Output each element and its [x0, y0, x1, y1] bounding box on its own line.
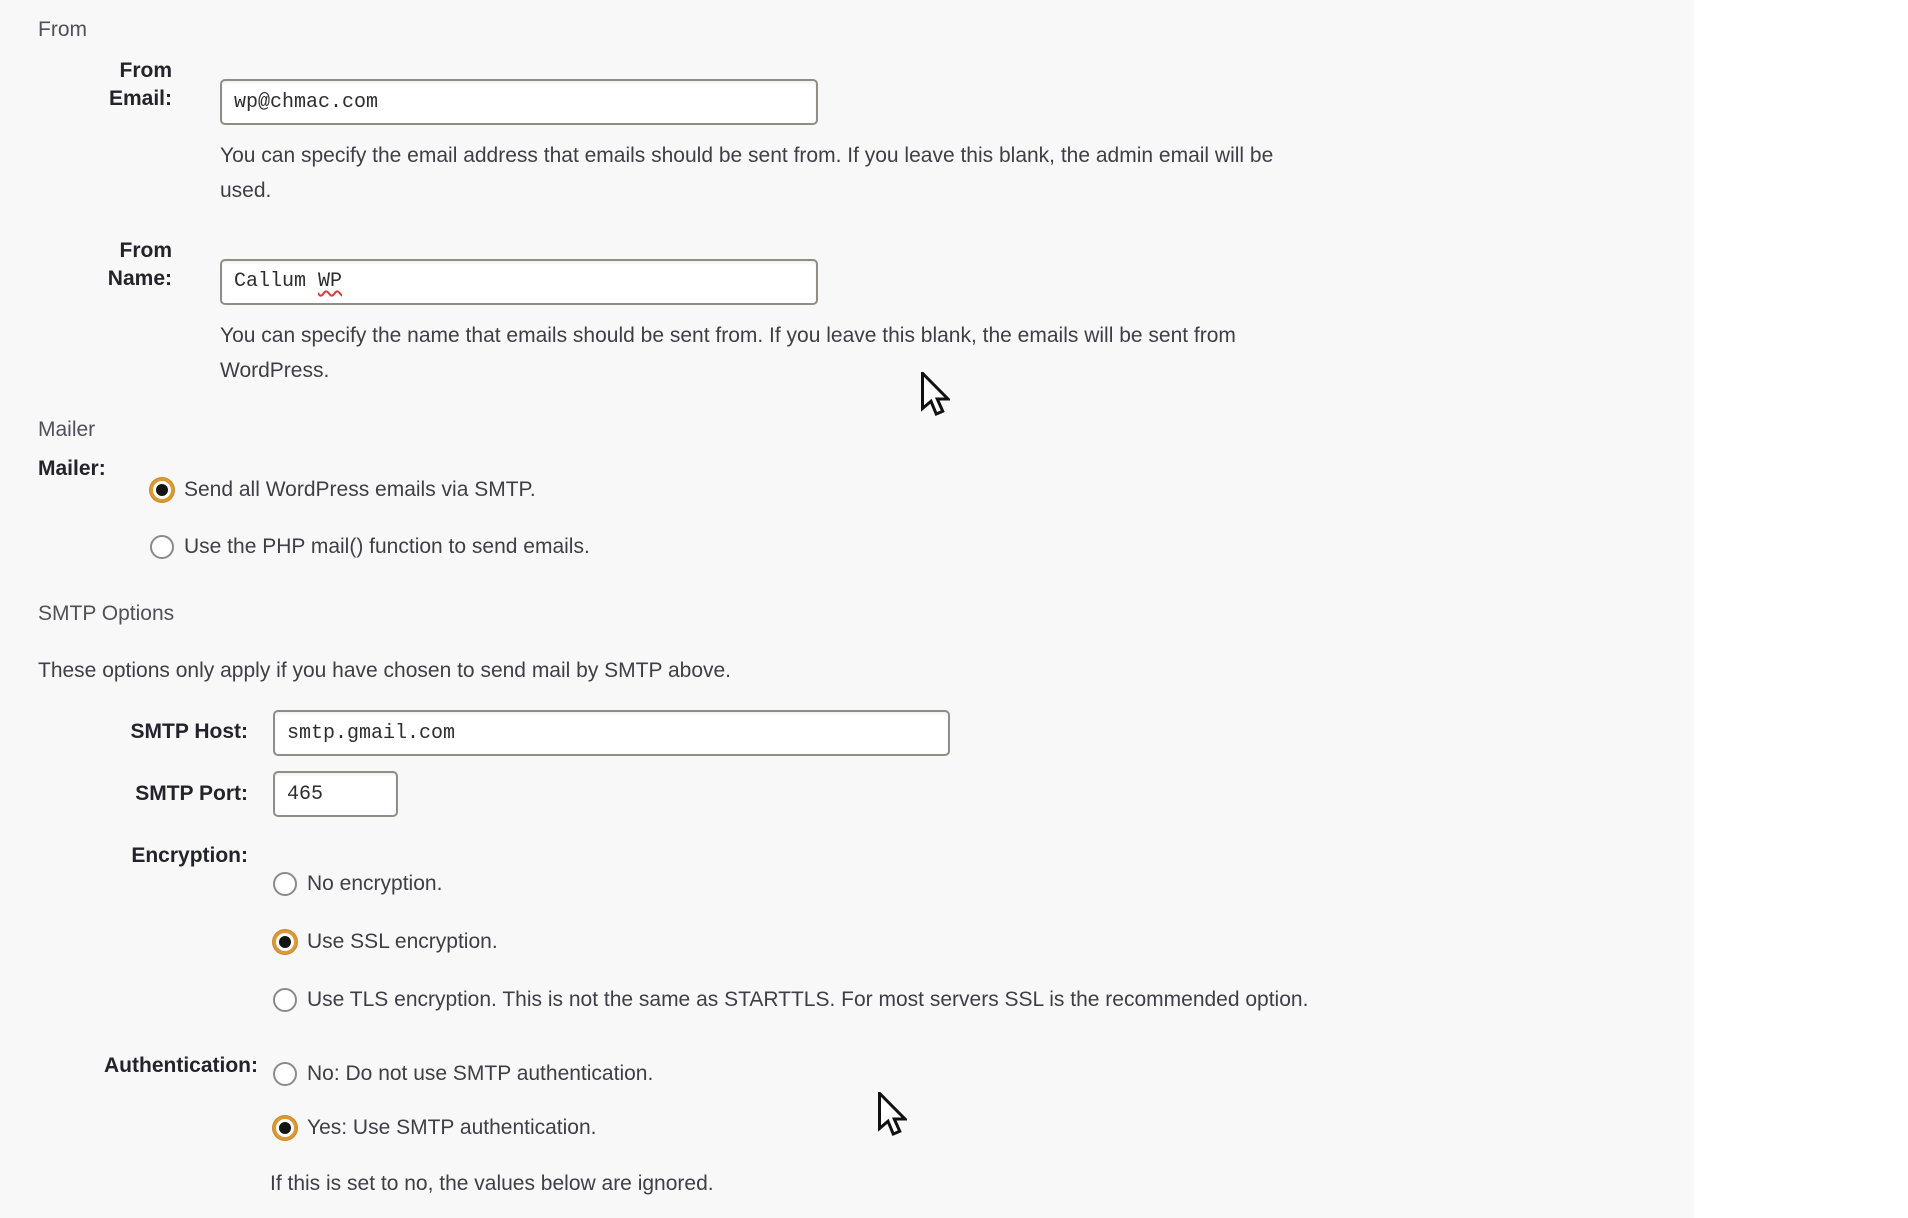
smtp-host-label: SMTP Host:: [130, 720, 248, 743]
from-email-label-line2: Email:: [108, 87, 172, 110]
encryption-option-none[interactable]: [273, 872, 442, 896]
authentication-note: If this is set to no, the values below are ignored.: [270, 1172, 714, 1195]
encryption-option-ssl[interactable]: [273, 930, 498, 954]
authentication-yes-radio[interactable]: [273, 1116, 297, 1140]
from-name-value-flagged: WP: [318, 270, 343, 293]
from-name-description-line1: You can specify the name that emails should be sent from. If you leave this blank, the emails will be sent from: [220, 324, 1236, 347]
mailer-smtp-radio-label[interactable]: Send all WordPress emails via SMTP.: [184, 478, 536, 501]
encryption-ssl-radio-label[interactable]: Use SSL encryption.: [307, 930, 498, 953]
encryption-none-radio[interactable]: [273, 872, 297, 896]
mouse-cursor-icon-2: [877, 1092, 907, 1137]
authentication-no-radio[interactable]: [273, 1062, 297, 1086]
section-header-from: From: [38, 18, 87, 41]
mailer-phpmail-radio[interactable]: [150, 535, 174, 559]
encryption-ssl-radio[interactable]: [273, 930, 297, 954]
from-email-description-line2: used.: [220, 179, 272, 202]
from-name-label-line2: Name:: [107, 267, 172, 290]
from-email-input[interactable]: [220, 79, 818, 125]
smtp-options-note: These options only apply if you have chosen to send mail by SMTP above.: [38, 659, 732, 682]
from-name-description: [220, 318, 1690, 388]
from-name-label: [40, 237, 172, 293]
smtp-port-label: SMTP Port:: [135, 782, 248, 805]
authentication-option-yes[interactable]: [273, 1116, 597, 1140]
from-email-description: [220, 138, 1690, 208]
authentication-label: Authentication:: [104, 1054, 258, 1077]
authentication-no-radio-label[interactable]: No: Do not use SMTP authentication.: [307, 1062, 654, 1085]
encryption-none-radio-label[interactable]: No encryption.: [307, 872, 443, 895]
section-header-mailer: Mailer: [38, 418, 96, 441]
mailer-option-phpmail[interactable]: [150, 535, 590, 559]
from-name-description-line2: WordPress.: [220, 359, 330, 382]
from-email-label: [40, 57, 172, 113]
smtp-port-input[interactable]: [273, 771, 398, 817]
encryption-tls-radio-label[interactable]: Use TLS encryption. This is not the same as STARTTLS. For most servers SSL is the recommended option.: [307, 988, 1309, 1011]
smtp-host-input[interactable]: [273, 710, 950, 756]
mailer-label: Mailer:: [38, 457, 106, 480]
mailer-smtp-radio[interactable]: [150, 478, 174, 502]
mailer-option-smtp[interactable]: [150, 478, 536, 502]
authentication-option-no[interactable]: [273, 1062, 653, 1086]
section-header-smtp-options: SMTP Options: [38, 602, 175, 625]
from-name-label-line1: From: [119, 239, 172, 262]
from-email-label-line1: From: [119, 59, 172, 82]
encryption-label: Encryption:: [131, 844, 248, 867]
authentication-yes-radio-label[interactable]: Yes: Use SMTP authentication.: [307, 1116, 597, 1139]
from-name-input[interactable]: [220, 259, 818, 305]
mailer-phpmail-radio-label[interactable]: Use the PHP mail() function to send emails.: [184, 535, 590, 558]
from-email-description-line1: You can specify the email address that emails should be sent from. If you leave this blank, the admin email will be: [220, 144, 1274, 167]
encryption-option-tls[interactable]: [273, 988, 1308, 1012]
encryption-tls-radio[interactable]: [273, 988, 297, 1012]
from-name-value: Callum: [234, 270, 319, 293]
